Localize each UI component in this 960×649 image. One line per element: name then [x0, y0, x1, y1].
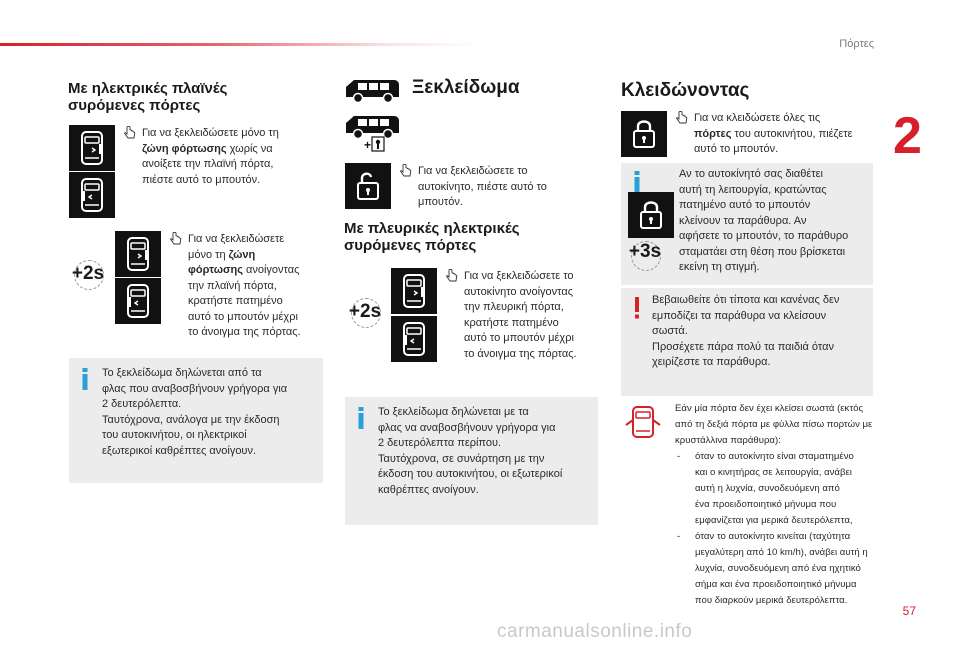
top-accent-bar — [0, 43, 480, 46]
warning-exclamation-icon — [633, 297, 641, 319]
list-item: - όταν το αυτοκίνητο είναι σταματημένο και ο κινητήρας σε λειτουργία, ανάβει αυτή η λυχνία, συνοδευόμενη από ένα προειδοποιητικό μήνυμα που εμφανίζεται για μερικά δευτερόλεπτα, — [677, 451, 854, 526]
page-number: 57 — [902, 604, 916, 618]
sliding-door-left-icon — [391, 316, 437, 362]
door-open-warning-icon — [624, 403, 662, 443]
col3-title: Κλειδώνοντας — [621, 80, 750, 101]
lock-icon — [628, 192, 674, 238]
info-icon — [81, 368, 89, 390]
col2-title: Ξεκλείδωμα — [412, 77, 520, 98]
col3-info-box: +3s Αν το αυτοκίνητό σας διαθέτει αυτή τη λειτουργία, κρατώντας πατημένο αυτό το μπουτόν κλείνουν τα παράθυρα. Αν αφήσετε το μπουτόν, το παράθυρο σταματάει στη θέση που βρίσκεται εκείνη τη στιγμή. — [621, 163, 873, 285]
col1-info-box: Το ξεκλείδωμα δηλώνεται από τα φλας που αναβοσβήνουν γρήγορα για 2 δευτερόλεπτα. Ταυτόχρονα, ανάλογα με την έκδοση του αυτοκινήτου, οι ηλεκτρικοί εξωτερικοί καθρέπτες ανοίγουν. — [69, 358, 323, 483]
door-warning-text: Εάν μία πόρτα δεν έχει κλείσει σωστά (εκτός από τη δεξιά πόρτα με φύλλα πίσω πορτών με κρυστάλλινα παράθυρα): - όταν το αυτοκίνητο είναι σταματημένο και ο κινητήρας σε λειτουργία, ανάβει αυτή η λυχνία, συνοδευόμενη από ένα προειδοποιητικό μήνυμα που εμφανίζεται για μερικά δευτερόλεπτα, - όταν το αυτοκίνητο κινείται (ταχύτητα μεγαλύτερη από 10 km/h), ανάβει αυτή η λυχνία, συνοδευόμενη από ένα ηχητικό σήμα και ένα προειδοποιητικό μήνυμα που διαρκούν μερικά δευτερόλεπτα. — [675, 401, 890, 609]
sliding-door-right-icon — [391, 268, 437, 314]
unlock-icon — [345, 163, 391, 209]
col2-subtitle: Με πλευρικές ηλεκτρικές συρόμενες πόρτες — [344, 220, 520, 254]
hold-2s-badge: +2s — [66, 260, 106, 290]
pointing-hand-icon — [170, 232, 182, 246]
hold-3s-badge: +3s — [623, 241, 663, 271]
pointing-hand-icon — [400, 164, 412, 178]
info-icon — [633, 171, 641, 193]
col1-title: Με ηλεκτρικές πλαϊνές συρόμενες πόρτες — [68, 80, 228, 114]
sliding-door-left-icon — [69, 172, 115, 218]
lock-icon — [621, 111, 667, 157]
info-icon — [357, 407, 365, 429]
sliding-door-left-icon — [115, 278, 161, 324]
svg-text:+: + — [364, 138, 372, 152]
col3-caution-box: Βεβαιωθείτε ότι τίποτα και κανένας δεν εμποδίζει τα παράθυρα να κλείσουν σωστά. Προσέχετε πάρα πολύ τα παιδιά όταν χειρίζεστε τα παράθυρα. — [621, 288, 873, 396]
pointing-hand-icon — [124, 126, 136, 140]
van-key-unlock-icon — [344, 113, 402, 153]
pointing-hand-icon — [676, 111, 688, 125]
chapter-number: 2 — [893, 107, 922, 165]
pointing-hand-icon — [446, 269, 458, 283]
hold-2s-badge: +2s — [343, 298, 383, 328]
van-icon — [344, 77, 402, 105]
col2-info-box: Το ξεκλείδωμα δηλώνεται με τα φλας να αναβοσβήνουν γρήγορα για 2 δευτερόλεπτα περίπου. Ταυτόχρονα, σε συνάρτηση με την έκδοση του αυτοκινήτου, οι εξωτερικοί καθρέπτες ανοίγουν. — [345, 397, 598, 525]
sliding-door-right-icon — [115, 231, 161, 277]
watermark: carmanualsonline.info — [497, 621, 693, 642]
section-title: Πόρτες — [839, 38, 874, 50]
sliding-door-right-icon — [69, 125, 115, 171]
list-item: - όταν το αυτοκίνητο κινείται (ταχύτητα μεγαλύτερη από 10 km/h), ανάβει αυτή η λυχνία, συνοδευόμενη από ένα ηχητικό σήμα και ένα προειδοποιητικό μήνυμα που διαρκούν μερικά δευτερόλεπτα. — [677, 531, 868, 606]
